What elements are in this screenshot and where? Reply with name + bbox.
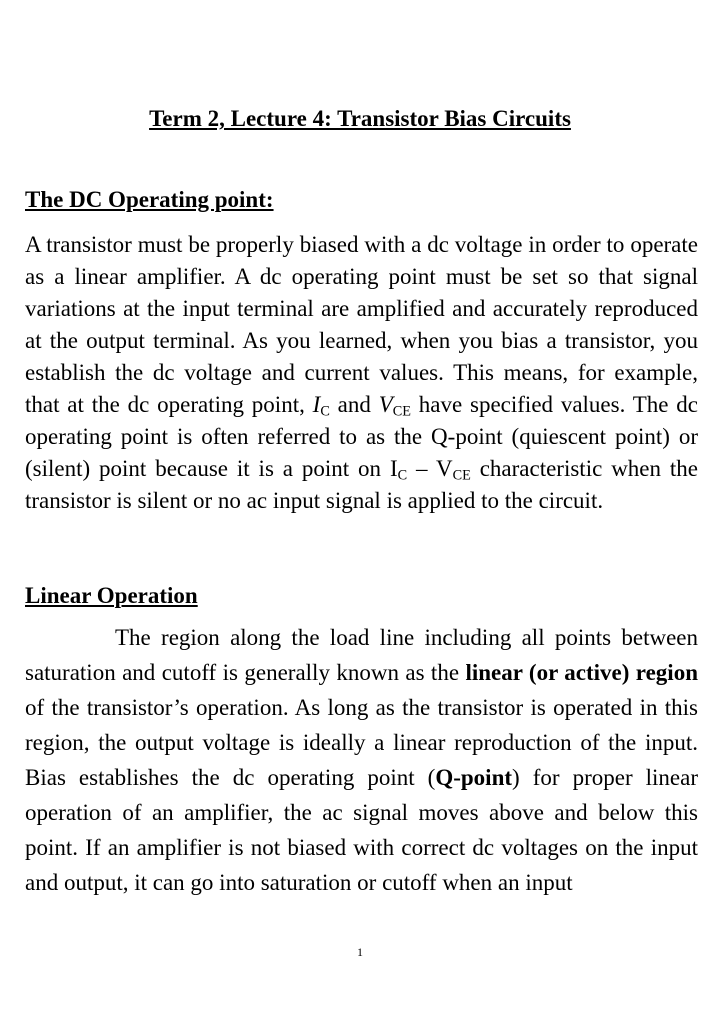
paragraph-text: – V (407, 456, 453, 481)
paragraph-text: characteristic when the transistor is silent or no ac input signal is applied to the circuit. (25, 456, 698, 513)
section-heading-linear-operation: Linear Operation (25, 583, 198, 608)
vce-symbol: V (378, 392, 393, 417)
paragraph-text: A transistor must be properly biased with a dc voltage in order to operate as a linear amplifier. A dc operating point must be set so that signal variations at the input terminal are amplified and accurately reproduced at the output terminal. As you learned, when you bias a transistor, you establish the dc voltage and current values. This means, for example, that at the dc operating point, (25, 232, 698, 417)
vce-subscript: CE (452, 467, 471, 484)
page-number: 1 (357, 945, 363, 959)
bold-term: linear (or active) region (465, 660, 698, 685)
paragraph-text: of the transistor’s operation. As long as the transistor is operated in this region, the output voltage is ideally a linear reproduction of the input. Bias establishes the dc operating point ( (25, 695, 698, 790)
section-heading-dc-operating-point: The DC Operating point: (25, 187, 274, 212)
dc-operating-point-paragraph (25, 229, 698, 517)
linear-operation-paragraph (25, 620, 698, 900)
paragraph-text: and (329, 392, 379, 417)
ic-subscript: C (320, 403, 330, 420)
page-title: Term 2, Lecture 4: Transistor Bias Circuits (149, 106, 571, 131)
paragraph-text: The region along the load line including all points between saturation and cutoff is generally known as the (25, 625, 698, 685)
paragraph-text: ) for proper linear operation of an amplifier, the ac signal moves above and below this point. If an amplifier is not biased with correct dc voltages on the input and output, it can go into saturation or cutoff when an input (25, 765, 698, 895)
ic-symbol: I (312, 392, 321, 417)
paragraph-text: have specified values. The dc operating point is often referred to as the Q-point (quiescent point) or (silent) point because it is a point on I (25, 392, 699, 481)
ic-subscript: C (397, 467, 408, 484)
bold-term: Q-point (435, 765, 513, 790)
vce-subscript: CE (392, 403, 411, 420)
